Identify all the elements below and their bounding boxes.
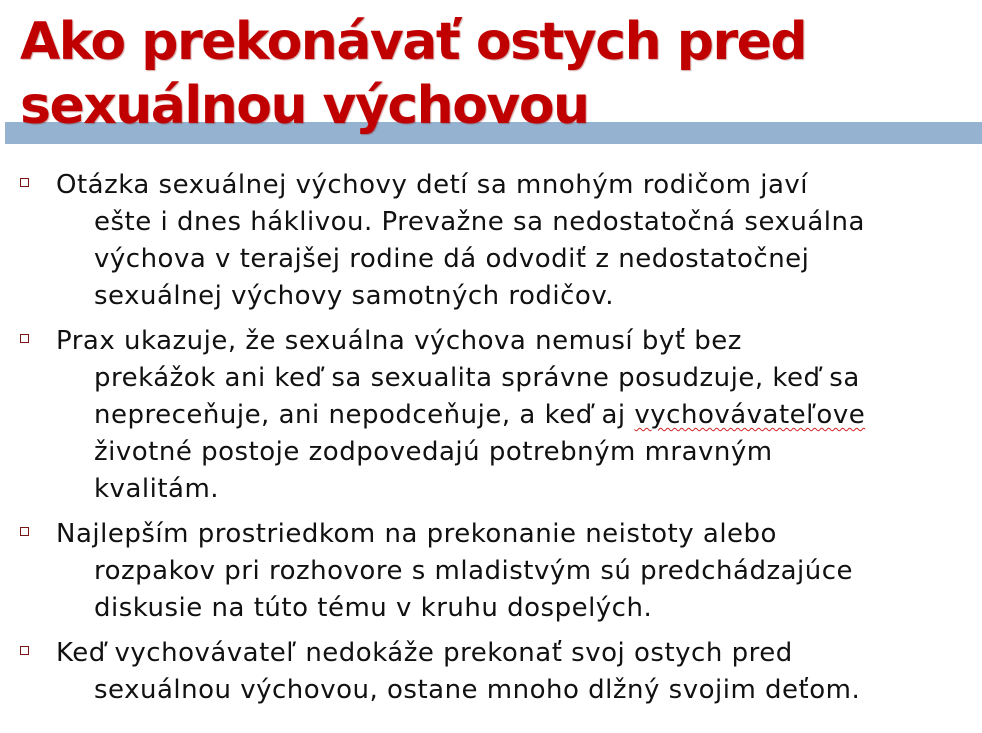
bullet-line: životné postoje zodpovedajú potrebným mravným [94, 437, 773, 467]
bullet-item [20, 323, 970, 508]
bullet-line: rozpakov pri rozhovore s mladistvým sú predchádzajúce [94, 556, 854, 586]
bullet-line: Keď vychovávateľ nedokáže prekonať svoj ostych pred [56, 638, 793, 668]
bullet-line-with-spellcheck [56, 397, 970, 434]
bullet-line: prekážok ani keď sa sexualita správne posudzuje, keď sa [94, 363, 860, 393]
bullet-line: ešte i dnes háklivou. Prevažne sa nedostatočná sexuálna [94, 207, 865, 237]
bullet-text [56, 323, 970, 508]
square-bullet-icon [20, 334, 29, 343]
bullet-text [56, 167, 970, 315]
square-bullet-icon [20, 178, 29, 187]
bullet-line: Prax ukazuje, že sexuálna výchova nemusí byť bez [56, 326, 742, 356]
bullet-line: sexuálnej výchovy samotných rodičov. [94, 281, 614, 311]
title-line: Ako prekonávať ostych pred [20, 12, 807, 72]
square-bullet-icon [20, 527, 29, 536]
bullet-text [56, 635, 970, 709]
title-line: sexuálnou výchovou [20, 76, 589, 136]
misspelled-word[interactable]: vychovávateľove [634, 400, 866, 430]
bullet-line: Otázka sexuálnej výchovy detí sa mnohým rodičom javí [56, 170, 809, 200]
bullet-item [20, 516, 970, 627]
bullet-line: sexuálnou výchovou, ostane mnoho dlžný svojim deťom. [94, 675, 861, 705]
bullet-line: výchova v terajšej rodine dá odvodiť z nedostatočnej [94, 244, 810, 274]
bullet-line-prefix: nepreceňuje, ani nepodceňuje, a keď aj [94, 400, 635, 430]
bullet-line: Najlepším prostriedkom na prekonanie neistoty alebo [56, 519, 777, 549]
bullet-list [20, 167, 970, 717]
bullet-line: diskusie na túto tému v kruhu dospelých. [94, 593, 653, 623]
slide-title [20, 10, 970, 138]
square-bullet-icon [20, 646, 29, 655]
bullet-item [20, 167, 970, 315]
bullet-item [20, 635, 970, 709]
bullet-text [56, 516, 970, 627]
bullet-line: kvalitám. [94, 474, 220, 504]
